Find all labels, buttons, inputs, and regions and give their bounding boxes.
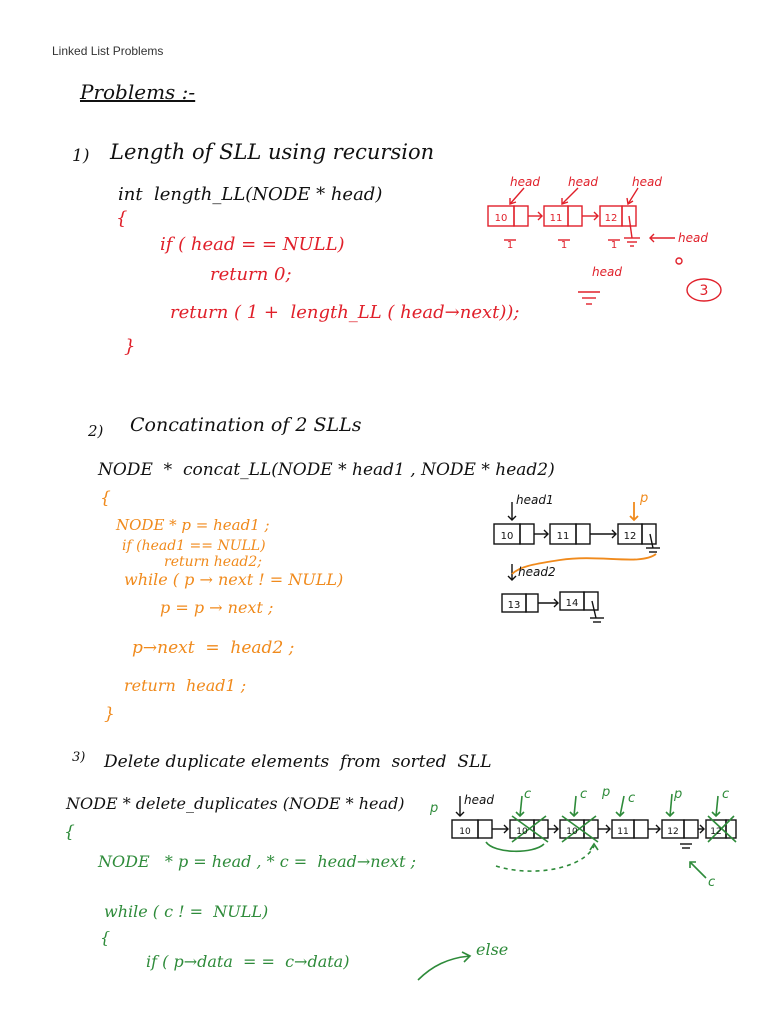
p3-c-null-label: c [708,875,716,890]
p3-node-value: 12 [710,827,722,837]
p3-c-label: c [628,791,636,806]
problem-2-code-line-1: NODE * concat_LL(NODE * head1 , NODE * head2) [98,460,555,480]
problem-3-number: 3) [72,750,86,765]
p1-head-null-label: head [678,231,708,245]
problem-1-code-line-2: { [116,208,128,229]
problems-heading: Problems :- [80,80,196,104]
p1-count: 1 [560,240,568,251]
p1-trace-zero: 0 [676,268,677,269]
problem-1-linked-list-diagram [480,168,730,318]
p3-head-label: head [464,793,494,807]
problem-1-code-line-1: int length_LL(NODE * head) [118,184,383,205]
page-header-title: Linked List Problems [52,44,164,58]
p2-head2-label: head2 [518,565,556,579]
p3-node-value: 10 [566,827,578,837]
p1-node-value: 12 [604,213,618,224]
p2-list1-node-value: 10 [500,531,514,542]
p2-p-label: p [640,491,649,506]
p3-node-value: 10 [516,827,528,837]
p3-p-label: p [430,801,439,816]
p3-node-value: 12 [667,827,679,837]
problem-3-else-arrow [414,948,478,984]
problem-1-code-line-4: return 0; [210,264,292,285]
problem-2-code-line-9: return head1 ; [124,676,247,695]
p3-p-label: p [602,785,611,800]
p3-p-label: p [674,787,683,802]
p2-list1-node-value: 11 [556,531,570,542]
problem-3-code-line-1: NODE * delete_duplicates (NODE * head) [66,794,405,813]
problem-2-linked-list-diagram [490,484,690,634]
problem-3-linked-list-diagram [424,782,744,892]
p1-node-value: 10 [494,213,508,224]
problem-1-code-line-5: return ( 1 + length_LL ( head→next)); [170,302,520,323]
problem-1-title: Length of SLL using recursion [110,140,435,164]
problem-2-code-line-2: { [100,488,111,508]
problem-3-code-line-4: while ( c ! = NULL) [104,902,269,921]
p1-head-label: head [568,175,598,189]
p1-count: 1 [506,240,514,251]
problem-3-code-line-2: { [64,822,75,842]
problem-2-code-line-6: while ( p → next ! = NULL) [124,570,344,589]
problem-3-code-line-3: NODE * p = head , * c = head→next ; [98,852,416,871]
p3-c-label: c [722,787,730,802]
problem-3-code-line-6: if ( p→data = = c→data) [146,952,350,971]
problem-2-code-line-10: } [104,704,115,724]
problem-3-else-note: else [476,940,509,959]
problem-1-code-line-6: } [124,336,136,357]
p3-c-label: c [524,787,532,802]
p1-node-value: 11 [549,213,563,224]
p3-node-value: 11 [617,827,629,837]
p1-result: 3 [699,283,709,299]
problem-2-code-line-3: NODE * p = head1 ; [116,516,270,534]
problem-3-title: Delete duplicate elements from sorted SLL [104,752,492,772]
problem-2-code-line-4: if (head1 == NULL) [122,538,266,554]
p1-count: 1 [610,240,618,251]
p2-list2-node-value: 14 [565,598,579,609]
p3-node-value: 10 [459,827,471,837]
p2-list2-node-value: 13 [507,600,521,611]
p1-base-head-label: head [592,265,622,279]
problem-2-number: 2) [88,422,104,440]
p1-head-label: head [632,175,662,189]
p1-head-label: head [510,175,540,189]
problem-3-code-line-5: { [100,928,111,947]
p2-list1-node-value: 12 [623,531,637,542]
problem-1-number: 1) [72,146,90,166]
problem-1-code-line-3: if ( head = = NULL) [160,234,345,255]
problem-2-title: Concatination of 2 SLLs [130,414,362,436]
problem-2-code-line-8: p→next = head2 ; [132,638,295,658]
p3-c-label: c [580,787,588,802]
problem-2-code-line-5: return head2; [164,554,263,570]
p2-head1-label: head1 [516,493,554,507]
problem-2-code-line-7: p = p → next ; [160,598,274,617]
